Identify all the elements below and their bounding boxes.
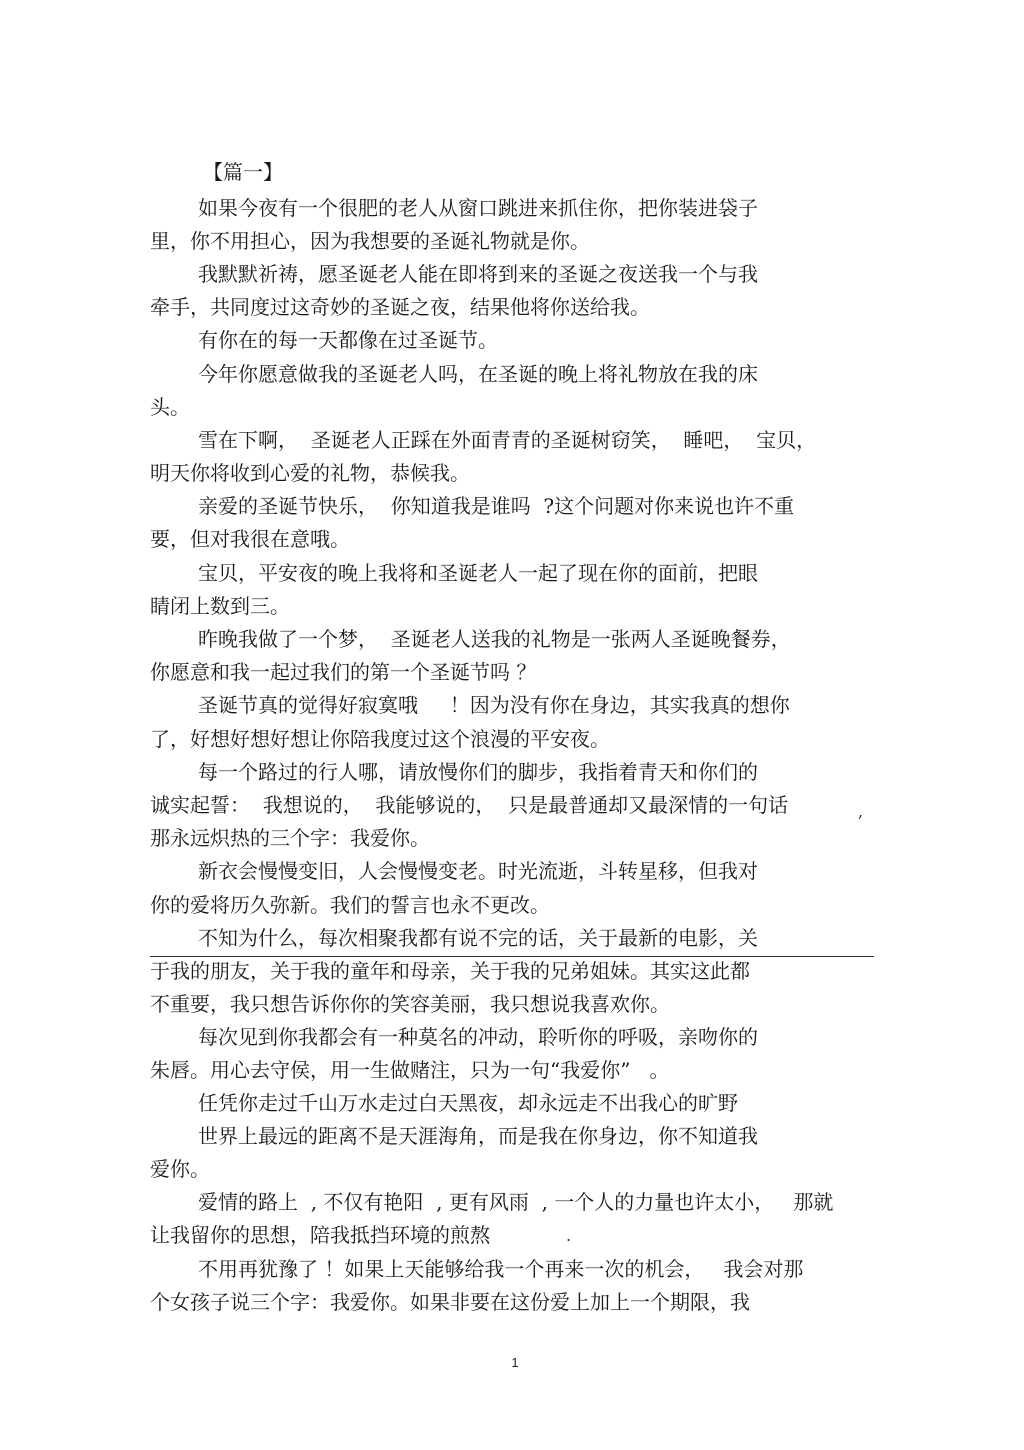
text-line: 我默默祈祷，愿圣诞老人能在即将到来的圣诞之夜送我一个与我	[198, 262, 758, 286]
text-line: 爱情的路上 , 不仅有艳阳 , 更有风雨 , 一个人的力量也许太小， 那就	[198, 1190, 834, 1214]
text-line: 有你在的每一天都像在过圣诞节。	[198, 328, 498, 352]
text-line: 诚实起誓： 我想说的， 我能够说的， 只是最普通却又最深情的一句话	[150, 793, 789, 817]
page-number: 1	[511, 1355, 519, 1370]
text-line: 朱唇。用心去守侯，用一生做赌注，只为一句“我爱你” 。	[150, 1058, 670, 1082]
text-line: 那永远炽热的三个字：我爱你。	[150, 826, 430, 850]
text-line: 里，你不用担心，因为我想要的圣诞礼物就是你。	[150, 229, 590, 253]
text-line: 宝贝，平安夜的晚上我将和圣诞老人一起了现在你的面前，把眼	[198, 561, 758, 585]
text-line: 要，但对我很在意哦。	[150, 527, 350, 551]
text-line: 个女孩子说三个字：我爱你。如果非要在这份爱上加上一个期限，我	[150, 1290, 750, 1314]
text-line: 明天你将收到心爱的礼物，恭候我。	[150, 461, 470, 485]
text-line: 今年你愿意做我的圣诞老人吗，在圣诞的晚上将礼物放在我的床	[198, 362, 758, 386]
section-heading: 【篇一】	[203, 160, 283, 184]
text-line: 新衣会慢慢变旧，人会慢慢变老。时光流逝，斗转星移，但我对	[198, 859, 758, 883]
text-line: 如果今夜有一个很肥的老人从窗口跳进来抓住你，把你装进袋子	[198, 196, 758, 220]
text-line: 你的爱将历久弥新。我们的誓言也永不更改。	[150, 893, 550, 917]
text-line: 睛闭上数到三。	[150, 594, 290, 618]
text-line: 你愿意和我一起过我们的第一个圣诞节吗 ？	[150, 660, 537, 684]
text-line: 头。	[150, 395, 190, 419]
text-line: 每次见到你我都会有一种莫名的冲动，聆听你的呼吸，亲吻你的	[198, 1025, 758, 1049]
text-line: 牵手，共同度过这奇妙的圣诞之夜，结果他将你送给我。	[150, 295, 650, 319]
text-line: 了，好想好想好想让你陪我度过这个浪漫的平安夜。	[150, 727, 610, 751]
text-line: 每一个路过的行人哪，请放慢你们的脚步，我指着青天和你们的	[198, 760, 758, 784]
stray-period: .	[566, 1226, 572, 1245]
text-line: 世界上最远的距离不是天涯海角，而是我在你身边，你不知道我	[198, 1124, 758, 1148]
text-line: 任凭你走过千山万水走过白天黑夜，却永远走不出我心的旷野	[198, 1091, 738, 1115]
text-line: 让我留你的思想，陪我抵挡环境的煎熬	[150, 1223, 490, 1247]
stray-comma: ,	[858, 802, 864, 821]
text-line: 不用再犹豫了 ！如果上天能够给我一个再来一次的机会， 我会对那	[198, 1257, 804, 1281]
text-line: 不知为什么，每次相聚我都有说不完的话，关于最新的电影，关	[198, 926, 758, 950]
text-line: 于我的朋友，关于我的童年和母亲，关于我的兄弟姐妹。其实这此都	[150, 959, 750, 983]
text-line: 昨晚我做了一个梦， 圣诞老人送我的礼物是一张两人圣诞晚餐券，	[198, 627, 791, 651]
text-line: 爱你。	[150, 1157, 210, 1181]
text-line: 不重要，我只想告诉你你的笑容美丽，我只想说我喜欢你。	[150, 992, 670, 1016]
horizontal-rule	[150, 956, 874, 957]
text-line: 圣诞节真的觉得好寂寞哦 ！因为没有你在身边，其实我真的想你	[198, 693, 790, 717]
text-line: 雪在下啊， 圣诞老人正踩在外面青青的圣诞树窃笑， 睡吧， 宝贝，	[198, 428, 817, 452]
text-line: 亲爱的圣诞节快乐， 你知道我是谁吗 ?这个问题对你来说也许不重	[198, 494, 795, 518]
